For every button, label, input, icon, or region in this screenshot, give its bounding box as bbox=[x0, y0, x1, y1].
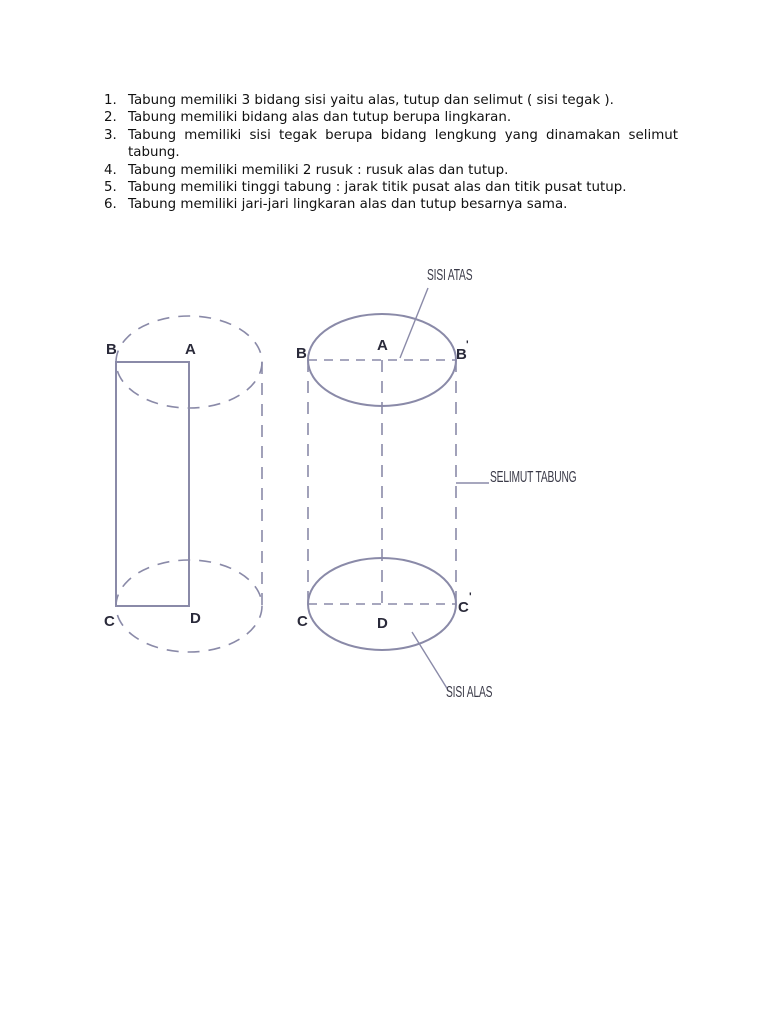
left-label-c: C bbox=[104, 613, 115, 630]
right-label-a: A bbox=[377, 337, 388, 354]
list-text: Tabung memiliki tinggi tabung : jarak titik pusat alas dan titik pusat tutup. bbox=[128, 180, 627, 196]
list-number: 6. bbox=[104, 197, 117, 213]
callout-selimut-tabung: SELIMUT TABUNG bbox=[489, 467, 577, 486]
list-text: Tabung memiliki sisi tegak berupa bidang lengkung yang dinamakan selimut tabung. bbox=[128, 127, 678, 161]
callout-sisi-atas: SISI ATAS bbox=[427, 265, 473, 284]
list-item bbox=[104, 92, 678, 109]
right-label-c-prime: C bbox=[458, 599, 469, 616]
list-text: Tabung memiliki jari-jari lingkaran alas dan tutup besarnya sama. bbox=[128, 197, 568, 213]
left-label-b: B bbox=[106, 341, 117, 358]
left-cylinder bbox=[116, 316, 262, 652]
list-number: 1. bbox=[104, 93, 117, 108]
cylinder-diagram bbox=[0, 240, 768, 720]
right-label-b-prime-mark: ' bbox=[466, 339, 469, 351]
list-number: 2. bbox=[104, 110, 117, 126]
right-label-b: B bbox=[296, 345, 307, 362]
right-label-b-prime: B bbox=[456, 346, 467, 363]
list-number: 4. bbox=[104, 162, 117, 178]
list-item bbox=[104, 179, 678, 196]
list-text: Tabung memiliki bidang alas dan tutup berupa lingkaran. bbox=[128, 110, 512, 126]
list-text: Tabung memiliki memiliki 2 rusuk : rusuk alas dan tutup. bbox=[128, 162, 509, 178]
right-label-c-prime-mark: ' bbox=[469, 591, 472, 603]
list-item bbox=[104, 109, 678, 126]
list-text: Tabung memiliki 3 bidang sisi yaitu alas, tutup dan selimut ( sisi tegak ). bbox=[128, 93, 614, 108]
list-item bbox=[104, 196, 678, 213]
left-label-a: A bbox=[185, 341, 196, 358]
right-label-c: C bbox=[297, 613, 308, 630]
cylinder-properties-list bbox=[104, 92, 678, 214]
right-label-d: D bbox=[377, 615, 388, 632]
left-label-d: D bbox=[190, 610, 201, 627]
callout-sisi-alas: SISI ALAS bbox=[446, 682, 493, 701]
right-cylinder bbox=[308, 314, 456, 650]
list-number: 5. bbox=[104, 180, 117, 196]
list-item bbox=[104, 162, 678, 179]
list-item bbox=[104, 127, 678, 162]
list-number: 3. bbox=[104, 127, 117, 143]
callout-leader-bottom bbox=[412, 632, 448, 690]
left-solid-rectangle bbox=[116, 362, 189, 606]
